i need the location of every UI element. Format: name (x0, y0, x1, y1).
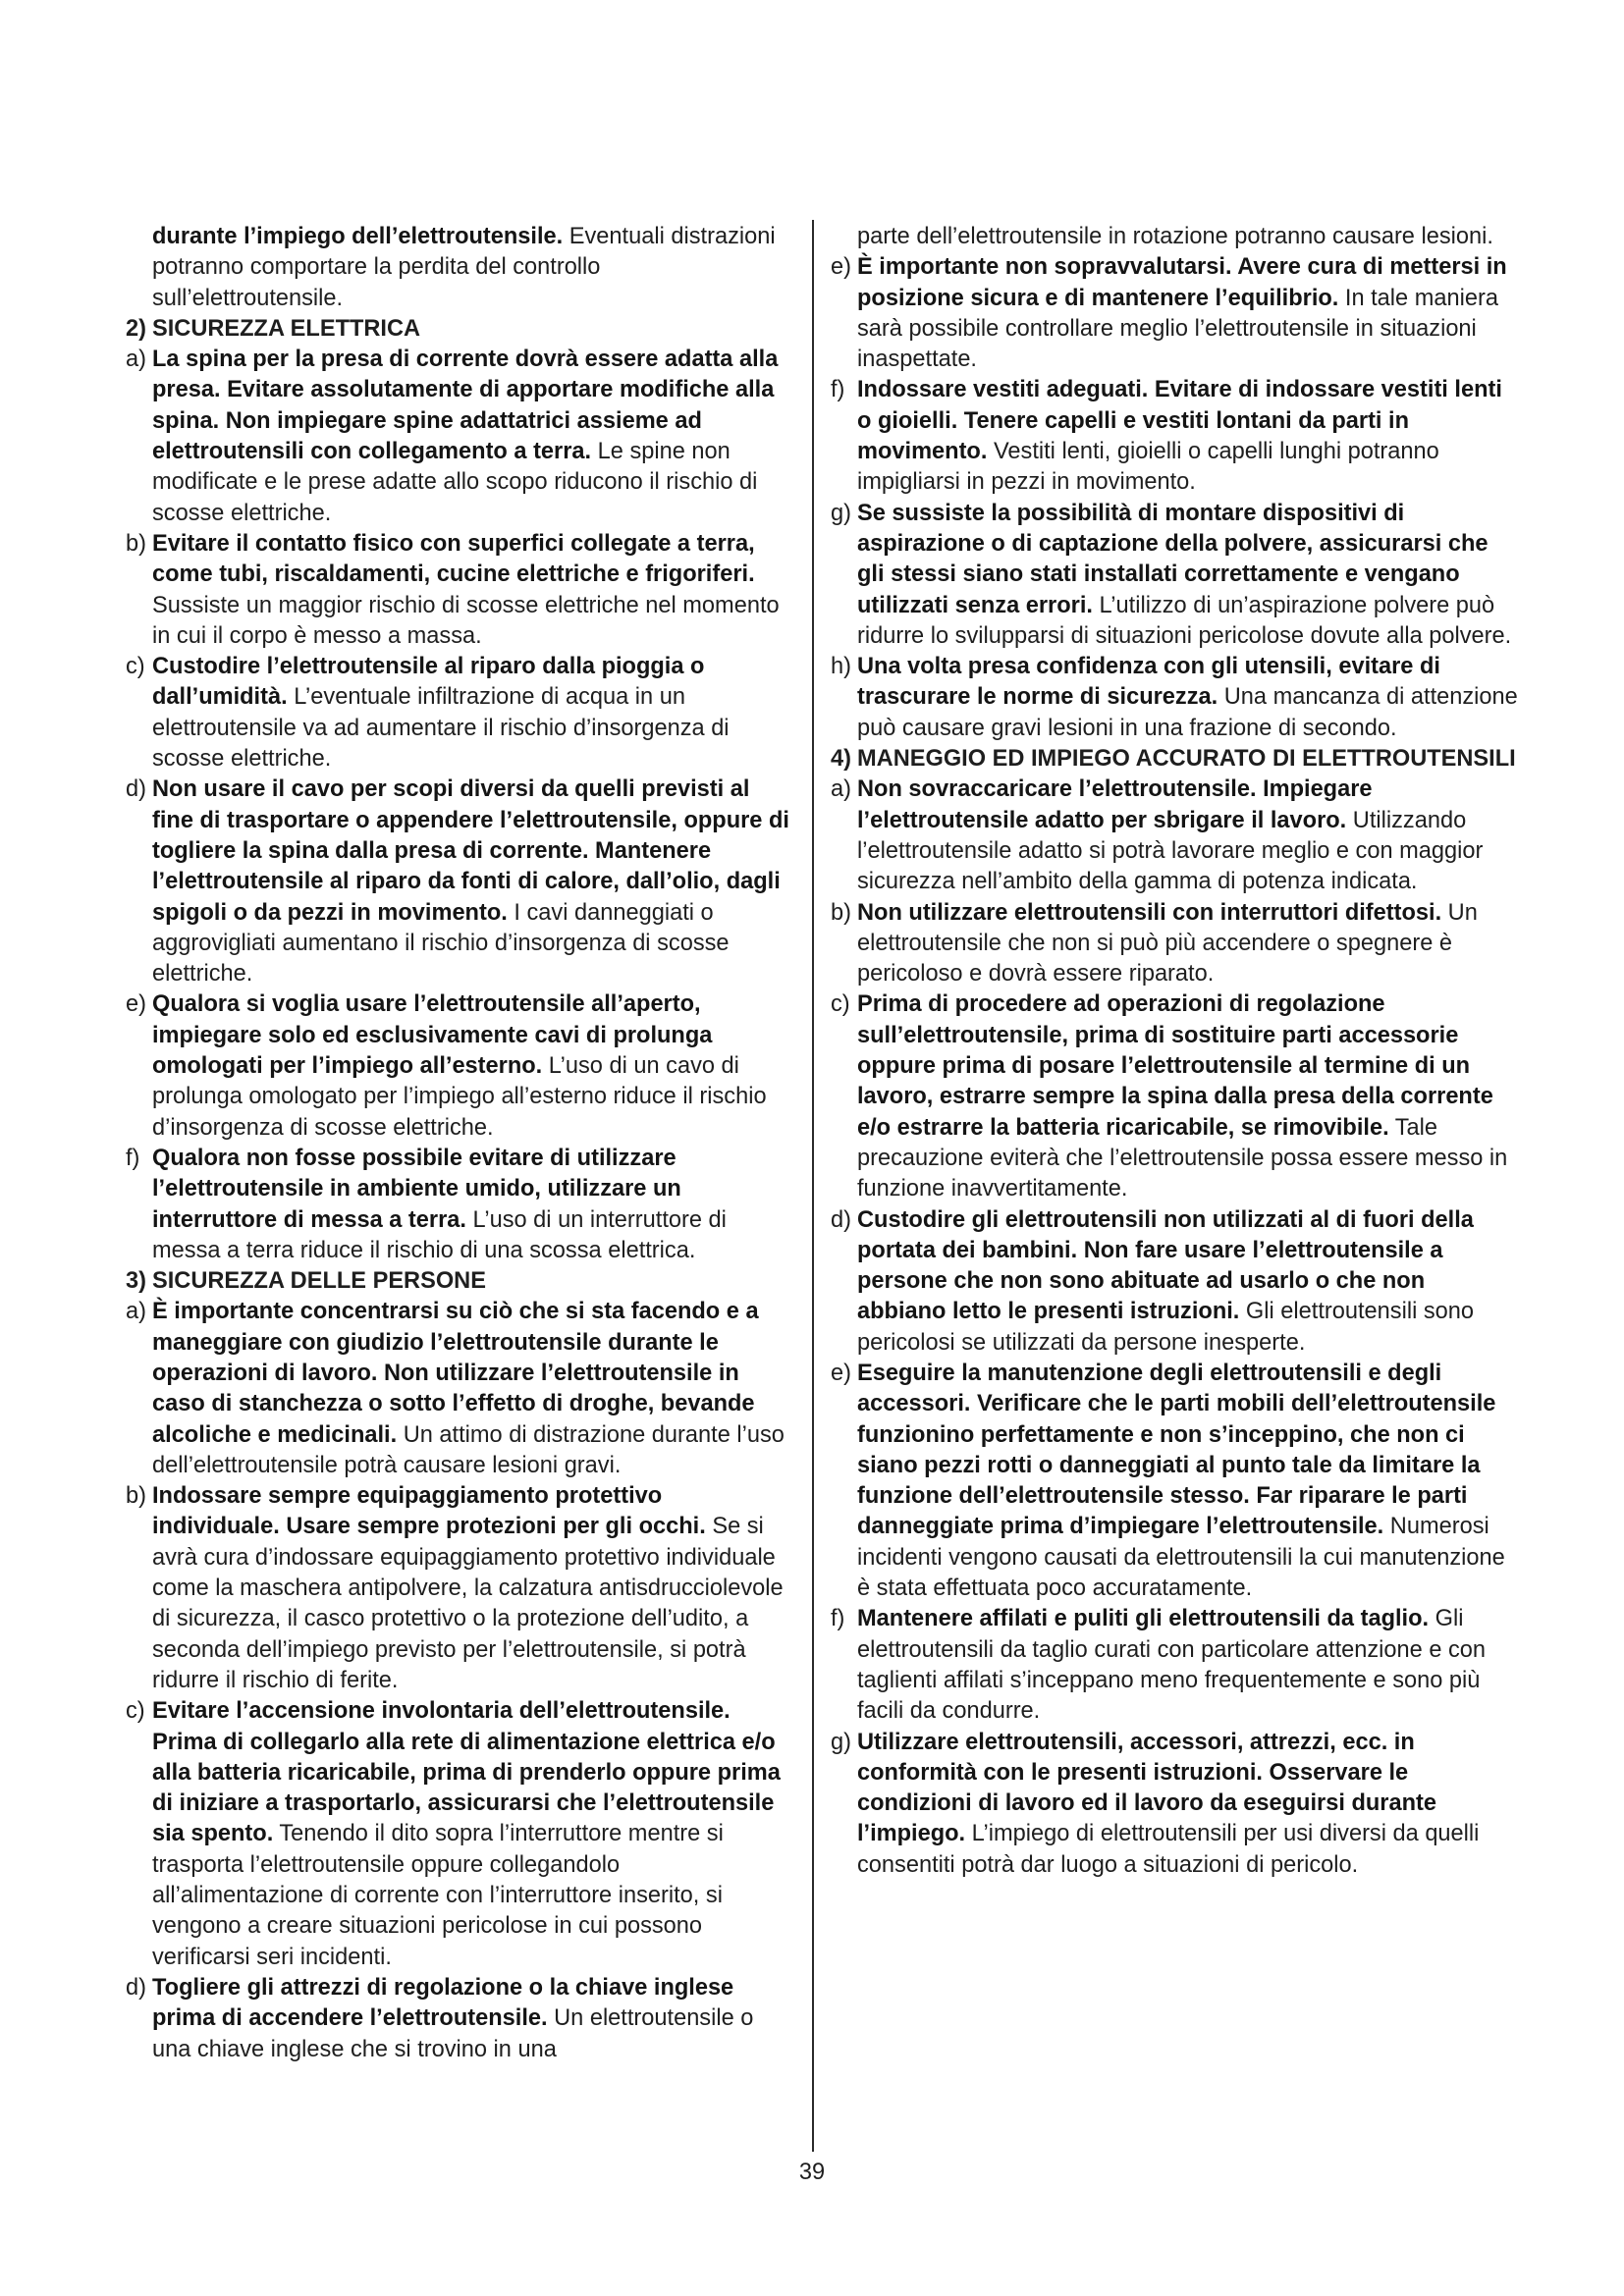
right-column (831, 222, 1518, 1881)
continued-text: Eventuali distrazioni potranno comportare la perdita del controllo sull’elettroutensile. (152, 224, 776, 311)
item-label: d) (831, 1206, 851, 1233)
item-label: d) (126, 776, 146, 803)
continued-text: parte dell’elettroutensile in rotazione potranno causare lesioni. (857, 224, 1493, 249)
item-label: a) (126, 1299, 146, 1325)
item-text: Numerosi incidenti vengono causati da elettroutensili la cui manutenzione è stata effettuata poco accuratamente. (857, 1514, 1505, 1602)
column-divider (812, 220, 814, 2152)
item-bold: Evitare il contatto fisico con superfici collegate a terra, come tubi, riscaldamenti, cucine elettriche e frigoriferi. (152, 530, 755, 588)
item-bold: Togliere gli attrezzi di regolazione o la chiave inglese prima di accendere l’elettroutensile. (152, 1974, 734, 2032)
item-text: In tale maniera sarà possibile controllare meglio l’elettroutensile in situazioni inaspettate. (857, 285, 1498, 373)
section-title: SICUREZZA DELLE PERSONE (152, 1268, 486, 1295)
item-bold: Evitare l’accensione involontaria dell’elettroutensile. Prima di collegarlo alla rete di alimentazione elettrica e/o alla batteria ricaricabile, prima di prenderlo oppure prima di iniziare a trasportarlo, assicurarsi che l’elettroutensile sia spento. (152, 1698, 781, 1847)
list-item (831, 989, 1518, 1204)
item-label: b) (831, 899, 851, 926)
section-number: 2) (126, 315, 146, 342)
item-label: e) (126, 991, 146, 1018)
list-item (126, 345, 793, 529)
list-item (831, 1205, 1518, 1359)
item-label: g) (831, 500, 851, 526)
item-label: d) (126, 1974, 146, 2001)
item-label: c) (126, 1698, 145, 1725)
section-heading-3 (126, 1266, 793, 1297)
item-text: L’uso di un cavo di prolunga omologato per l’impiego all’esterno riduce il rischio d’insorgenza di scosse elettriche. (152, 1053, 767, 1141)
item-bold: Custodire gli elettroutensili non utilizzati al di fuori della portata dei bambini. Non fare usare l’elettroutensile a persone che non sono abituate ad usarlo o che non abbiano letto le presenti istruzioni. (857, 1206, 1474, 1325)
section-title: MANEGGIO ED IMPIEGO ACCURATO DI ELETTROUTENSILI (857, 746, 1516, 773)
list-item (831, 774, 1518, 897)
item-text: I cavi danneggiati o aggrovigliati aumentano il rischio d’insorgenza di scosse elettriche. (152, 899, 730, 988)
item-bold: È importante non sopravvalutarsi. Avere cura di mettersi in posizione sicura e di mantenere l’equilibrio. (857, 254, 1507, 311)
list-item (831, 499, 1518, 652)
item-bold: Qualora non fosse possibile evitare di utilizzare l’elettroutensile in ambiente umido, utilizzare un interruttore di messa a terra. (152, 1145, 681, 1233)
item-label: b) (126, 530, 146, 557)
item-label: e) (831, 254, 851, 281)
item-bold: Una volta presa confidenza con gli utensili, evitare di trascurare le norme di sicurezza. (857, 654, 1440, 711)
item-bold: Mantenere affilati e puliti gli elettroutensili da taglio. (857, 1606, 1430, 1632)
item-text: Tenendo il dito sopra l’interruttore mentre si trasporta l’elettroutensile oppure collegandolo all’alimentazione di corrente con l’interruttore inserito, si vengono a creare situazioni pericolose in cui possono verificarsi seri incidenti. (152, 1821, 724, 1970)
item-text: L’eventuale infiltrazione di acqua in un elettroutensile va ad aumentare il rischio d’insorgenza di scosse elettriche. (152, 684, 730, 773)
item-bold: Indossare sempre equipaggiamento protettivo individuale. Usare sempre protezioni per gli occhi. (152, 1483, 706, 1540)
section-heading-2 (126, 314, 793, 345)
list-item (831, 1359, 1518, 1604)
item-text: Gli elettroutensili sono pericolosi se utilizzati da persone inesperte. (857, 1299, 1475, 1356)
list-item (126, 1481, 793, 1696)
item-bold: Utilizzare elettroutensili, accessori, attrezzi, ecc. in conformità con le presenti istruzioni. Osservare le condizioni di lavoro ed il lavoro da eseguirsi durante l’impiego. (857, 1729, 1436, 1847)
item-text: L’impiego di elettroutensili per usi diversi da quelli consentiti potrà dar luogo a situazioni di pericolo. (857, 1821, 1480, 1878)
section-number: 3) (126, 1268, 146, 1295)
item-text: Un elettroutensile o una chiave inglese che si trovino in una (152, 2005, 754, 2062)
item-label: c) (126, 654, 145, 680)
item-bold: Prima di procedere ad operazioni di regolazione sull’elettroutensile, prima di sostituire parti accessorie oppure prima di posare l’elettroutensile al termine di un lavoro, estrarre sempre la spina dalla presa della corrente e/o estrarre la batteria ricaricabile, se rimovibile. (857, 991, 1493, 1141)
item-text: Un attimo di distrazione durante l’uso dell’elettroutensile potrà causare lesioni gravi. (152, 1421, 785, 1478)
item-label: e) (831, 1360, 851, 1386)
item-label: f) (831, 1606, 845, 1632)
item-label: c) (831, 991, 850, 1018)
continued-paragraph (126, 222, 793, 314)
list-item (831, 1604, 1518, 1727)
item-text: Le spine non modificate e le prese adatte allo scopo riducono il rischio di scosse elettriche. (152, 439, 758, 526)
item-bold: Se sussiste la possibilità di montare dispositivi di aspirazione o di captazione della polvere, assicurarsi che gli stessi siano stati installati correttamente e vengano utilizzati senza errori. (857, 500, 1489, 618)
list-item (126, 1973, 793, 2065)
section-number: 4) (831, 746, 851, 773)
item-text: Tale precauzione eviterà che l’elettroutensile possa essere messo in funzione inavvertitamente. (857, 1114, 1508, 1202)
item-text: L’utilizzo di un’aspirazione polvere può ridurre lo svilupparsi di situazioni pericolose dovute alla polvere. (857, 592, 1512, 649)
list-item (831, 652, 1518, 744)
item-label: f) (126, 1145, 140, 1171)
item-text: Un elettroutensile che non si può più accendere o spegnere è pericoloso e dovrà essere riparato. (857, 899, 1478, 988)
section-title: SICUREZZA ELETTRICA (152, 315, 421, 342)
item-text: Vestiti lenti, gioielli o capelli lunghi potranno impigliarsi in pezzi in movimento. (857, 439, 1439, 496)
item-text: L’uso di un interruttore di messa a terra riduce il rischio di una scossa elettrica. (152, 1206, 727, 1263)
item-bold: La spina per la presa di corrente dovrà essere adatta alla presa. Evitare assolutamente di apportare modifiche alla spina. Non impiegare spine adattatrici assieme ad elettroutensili con collegamento a terra. (152, 347, 779, 465)
item-bold: Non usare il cavo per scopi diversi da quelli previsti al fine di trasportare o appendere l’elettroutensile, oppure di togliere la spina dalla presa di corrente. Mantenere l’elettroutensile al riparo da fonti di calore, dall’olio, dagli spigoli o da pezzi in movimento. (152, 776, 789, 926)
item-label: f) (831, 377, 845, 403)
list-item (126, 989, 793, 1143)
item-bold: Custodire l’elettroutensile al riparo dalla pioggia o dall’umidità. (152, 654, 705, 711)
list-item (831, 898, 1518, 990)
section-heading-4 (831, 744, 1518, 774)
list-item (126, 774, 793, 989)
item-label: a) (126, 347, 146, 373)
item-bold: È importante concentrarsi su ciò che si sta facendo e a maneggiare con giudizio l’elettroutensile durante le operazioni di lavoro. Non utilizzare l’elettroutensile in caso di stanchezza o sotto l’effetto di droghe, bevande alcoliche e medicinali. (152, 1299, 759, 1448)
page-number: 39 (798, 2160, 826, 2185)
item-bold: Non utilizzare elettroutensili con interruttori difettosi. (857, 899, 1442, 926)
item-text: Una mancanza di attenzione può causare gravi lesioni in una frazione di secondo. (857, 684, 1518, 741)
list-item (126, 1144, 793, 1266)
item-text: Gli elettroutensili da taglio curati con particolare attenzione e con taglienti affilati s’inceppano meno frequentemente e sono più facili da condurre. (857, 1606, 1487, 1725)
list-item (126, 529, 793, 652)
continued-paragraph (831, 222, 1518, 252)
item-label: b) (126, 1483, 146, 1510)
list-item (831, 1728, 1518, 1881)
item-text: Sussiste un maggior rischio di scosse elettriche nel momento in cui il corpo è messo a massa. (152, 592, 780, 649)
list-item (126, 1297, 793, 1481)
item-bold: Eseguire la manutenzione degli elettroutensili e degli accessori. Verificare che le parti mobili dell’elettroutensile funzionino perfettamente e non s’inceppino, che non ci siano pezzi rotti o danneggiati al punto tale da limitare la funzione dell’elettroutensile stesso. Far riparare le parti danneggiate prima d’impiegare l’elettroutensile. (857, 1360, 1496, 1540)
item-bold: Indossare vestiti adeguati. Evitare di indossare vestiti lenti o gioielli. Tenere capelli e vestiti lontani da parti in movimento. (857, 377, 1502, 465)
item-label: h) (831, 654, 851, 680)
list-item (831, 252, 1518, 375)
left-column (126, 222, 793, 2065)
list-item (126, 652, 793, 774)
list-item (126, 1696, 793, 1973)
item-bold: Qualora si voglia usare l’elettroutensile all’aperto, impiegare solo ed esclusivamente cavi di prolunga omologati per l’impiego all’esterno. (152, 991, 713, 1080)
continued-bold: durante l’impiego dell’elettroutensile. (152, 224, 564, 249)
item-text: Utilizzando l’elettroutensile adatto si potrà lavorare meglio e con maggior sicurezza nell’ambito della gamma di potenza indicata. (857, 807, 1484, 895)
list-item (831, 375, 1518, 498)
item-label: g) (831, 1729, 851, 1755)
item-label: a) (831, 776, 851, 803)
item-bold: Non sovraccaricare l’elettroutensile. Impiegare l’elettroutensile adatto per sbrigare il lavoro. (857, 776, 1373, 833)
item-text: Se si avrà cura d’indossare equipaggiamento protettivo individuale come la maschera antipolvere, la calzatura antisdrucciolevole di sicurezza, il casco protettivo o la protezione dell’udito, a seconda dell’impiego previsto per l’elettroutensile, si potrà ridurre il rischio di ferite. (152, 1514, 784, 1693)
